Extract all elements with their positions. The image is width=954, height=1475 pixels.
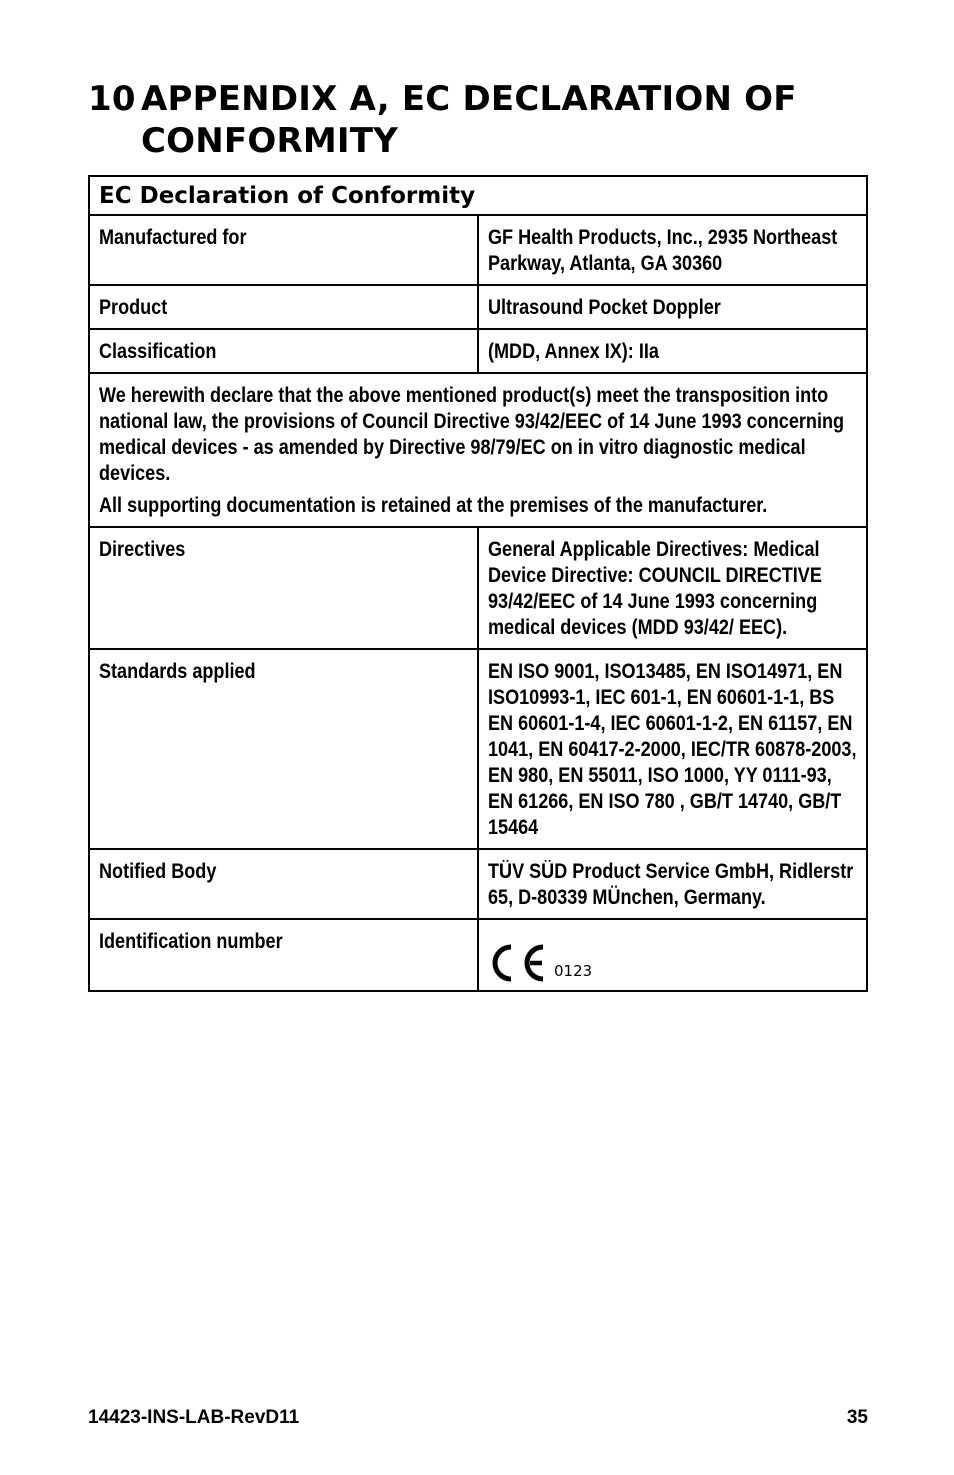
notified-body-number: 0123 xyxy=(554,962,593,980)
document-id: 14423-INS-LAB-RevD11 xyxy=(88,1407,300,1428)
table-row xyxy=(89,649,867,849)
declaration-text xyxy=(89,373,867,527)
row-value-manufactured-for: GF Health Products, Inc., 2935 Northeast Parkway, Atlanta, GA 30360 xyxy=(478,215,867,285)
declaration-row xyxy=(89,373,867,527)
row-label-notified-body: Notified Body xyxy=(89,849,478,919)
row-label-product: Product xyxy=(89,285,478,329)
table-row xyxy=(89,285,867,329)
row-value-product: Ultrasound Pocket Doppler xyxy=(478,285,867,329)
table-row xyxy=(89,527,867,649)
row-value-standards: EN ISO 9001, ISO13485, EN ISO14971, EN ISO10993-1, IEC 601-1, EN 60601-1-1, BS EN 60601-1-4, IEC 60601-1-2, EN 61157, EN 1041, EN 60417-2-2000, IEC/TR 60878-2003, EN 980, EN 55011, ISO 1000, YY 0111-93, EN 61266, EN ISO 780 , GB/T 14740, GB/T 15464 xyxy=(478,649,867,849)
section-title: APPENDIX A, EC DECLARATION OF CONFORMITY xyxy=(141,79,797,161)
row-value-classification: (MDD, Annex IX): IIa xyxy=(478,329,867,373)
table-caption: EC Declaration of Conformity xyxy=(89,176,867,215)
row-value-notified-body: TÜV SÜD Product Service GmbH, Ridlerstr 65, D-80339 MÜnchen, Germany. xyxy=(478,849,867,919)
section-number: 10 xyxy=(88,79,136,119)
table-row xyxy=(89,215,867,285)
table-row xyxy=(89,919,867,991)
declaration-paragraph: We herewith declare that the above mentioned product(s) meet the transposition into national law, the provisions of Council Directive 93/42/EEC of 14 June 1993 concerning medical devices - as amended by Directive 98/79/EC on in vitro diagnostic medical devices. xyxy=(99,384,845,485)
row-label-standards: Standards applied xyxy=(89,649,478,849)
row-label-classification: Classification xyxy=(89,329,478,373)
table-row xyxy=(89,849,867,919)
declaration-paragraph: All supporting documentation is retained at the premises of the manufacturer. xyxy=(99,494,768,517)
row-value-directives: General Applicable Directives: Medical Device Directive: COUNCIL DIRECTIVE 93/42/EEC of 14 June 1993 concerning medical devices (MDD 93/42/ EEC). xyxy=(478,527,867,649)
row-label-identification: Identification number xyxy=(89,919,478,991)
row-label-directives: Directives xyxy=(89,527,478,649)
row-label-manufactured-for: Manufactured for xyxy=(89,215,478,285)
table-row xyxy=(89,329,867,373)
table-caption-row xyxy=(89,176,867,215)
page-number: 35 xyxy=(846,1407,868,1428)
row-value-identification xyxy=(478,919,867,991)
ce-mark-icon xyxy=(488,943,550,983)
declaration-table xyxy=(88,175,868,992)
